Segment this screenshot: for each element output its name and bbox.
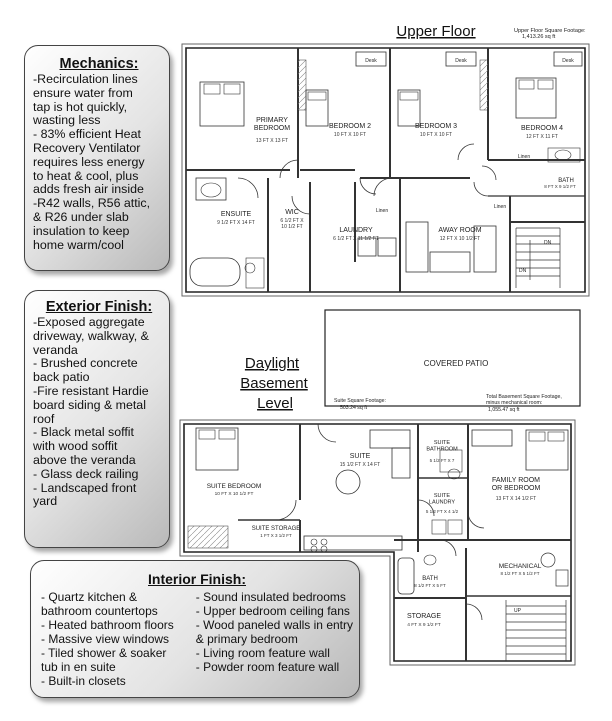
room-bedroom-4-name: BEDROOM 4	[520, 125, 564, 132]
room-bedroom-2-name: BEDROOM 2	[328, 123, 372, 130]
interior-finish-item: - Upper bedroom ceiling fans	[195, 604, 350, 618]
mechanics-item: ensure water from	[33, 85, 133, 100]
covered-patio-label: COVERED PATIO	[423, 359, 489, 368]
interior-finish-item: - Tiled shower & soaker	[41, 646, 167, 660]
total-sqft-label: Total Basement Square Footage,	[486, 394, 562, 400]
room-suite-bathroom-size: 5 1/2 FT X 7	[429, 458, 455, 463]
room-wic-name: WIC	[285, 209, 299, 216]
interior-finish-item: - Sound insulated bedrooms	[195, 590, 346, 604]
interior-finish-item: - Massive view windows	[41, 632, 170, 646]
mechanics-item: insulation to keep	[33, 223, 130, 238]
linen-label-3: Linen	[493, 204, 507, 210]
room-primary-bedroom-name: PRIMARY BEDROOM	[253, 117, 291, 132]
exterior-finish-item: back patio	[33, 370, 90, 385]
interior-finish-item: tub in en suite	[41, 660, 116, 674]
upper-floor-sqft-value: 1,413.26 sq ft	[522, 34, 556, 40]
suite-sqft-label: Suite Square Footage:	[334, 398, 386, 404]
exterior-finish-item: veranda	[33, 342, 78, 357]
exterior-finish-item: driveway, walkway, &	[33, 328, 149, 343]
mechanics-item: - 83% efficient Heat	[33, 127, 141, 142]
total-sqft-note: minus mechanical room:	[486, 400, 543, 406]
mechanics-item: to heat & cool, plus	[33, 168, 139, 183]
room-suite-storage-name: SUITE STORAGE	[251, 526, 301, 532]
mechanics-title: Mechanics:	[59, 56, 139, 72]
mechanics-item: adds fresh air inside	[33, 182, 144, 197]
exterior-finish-title: Exterior Finish:	[45, 299, 153, 315]
room-suite-laundry-size: 5 1/2 FT X 4 1/2	[425, 509, 459, 514]
room-laundry-name: LAUNDRY	[339, 227, 373, 234]
room-bedroom-3-size: 10 FT X 10 FT	[419, 132, 453, 138]
mechanics-item: wasting less	[33, 113, 101, 128]
exterior-finish-item: above the veranda	[33, 452, 136, 467]
room-bedroom-3-name: BEDROOM 3	[414, 123, 458, 130]
mechanics-item: -Recirculation lines	[33, 72, 138, 86]
basement-title-line-1: Daylight	[244, 355, 300, 372]
linen-label-1: Linen	[375, 208, 389, 214]
mechanics-list	[33, 73, 165, 252]
dn-label-2: DN	[519, 268, 527, 274]
interior-finish-title: Interior Finish:	[148, 571, 246, 587]
room-bedroom-2-size: 10 FT X 10 FT	[333, 132, 367, 138]
exterior-finish-item: - Black metal soffit	[33, 425, 134, 440]
suite-sqft-value: 503.24 sq ft	[340, 405, 368, 411]
desk-label-3: Desk	[562, 58, 574, 64]
room-storage-size: 4 FT X 9 1/2 FT	[407, 623, 441, 628]
exterior-finish-panel	[24, 290, 170, 548]
room-family-room-size: 13 FT X 14 1/2 FT	[495, 496, 537, 502]
basement-title-line-3: Level	[257, 395, 293, 412]
mechanics-item: & R26 under slab	[33, 209, 129, 224]
interior-finish-item: - Built-in closets	[41, 674, 126, 688]
room-bedroom-4-size: 12 FT X 11 FT	[526, 134, 558, 140]
interior-finish-item: - Powder room feature wall	[195, 660, 340, 674]
exterior-finish-item: board siding & metal	[33, 397, 146, 412]
interior-finish-list-right	[196, 590, 353, 688]
room-bath-upper-size: 8 FT X 9 1/2 FT	[544, 184, 576, 189]
upper-floor-sqft-label: Upper Floor Square Footage:	[514, 28, 586, 34]
room-suite-name: SUITE	[349, 453, 371, 460]
mechanics-item: requires less energy	[33, 154, 145, 169]
room-suite-size: 15 1/2 FT X 14 FT	[339, 462, 381, 468]
exterior-finish-item: roof	[33, 411, 55, 426]
exterior-finish-item: yard	[33, 494, 58, 509]
basement-title-line-2: Basement	[240, 375, 308, 392]
room-suite-laundry-name: SUITE LAUNDRY	[428, 493, 456, 506]
desk-label-2: Desk	[455, 58, 467, 64]
room-suite-bedroom-size: 10 FT X 10 1/2 FT	[214, 492, 254, 497]
interior-finish-item: - Quartz kitchen &	[41, 590, 138, 604]
interior-finish-item: - Living room feature wall	[195, 646, 330, 660]
desk-label-1: Desk	[365, 58, 377, 64]
room-suite-bathroom-name: SUITE BATHROOM	[426, 440, 458, 453]
total-sqft-value: 1,055.47 sq ft	[488, 407, 520, 413]
interior-finish-panel	[30, 560, 360, 698]
mechanics-item: home warm/cool	[33, 237, 124, 252]
exterior-finish-item: - Brushed concrete	[33, 356, 138, 371]
upper-floor-title: Upper Floor	[396, 23, 476, 40]
room-bath-basement-name: BATH	[422, 576, 438, 582]
dn-label-1: DN	[544, 240, 552, 246]
room-suite-bedroom-name: SUITE BEDROOM	[206, 483, 262, 490]
linen-label-2: Linen	[517, 154, 531, 160]
room-mechanical-size: 8 1/2 FT X 5 1/2 FT	[500, 571, 540, 576]
interior-finish-item: bathroom countertops	[41, 604, 158, 618]
exterior-finish-item: - Landscaped front	[33, 480, 137, 495]
room-wic-size: 6 1/2 FT X 10 1/2 FT	[280, 218, 304, 230]
interior-finish-list-left	[41, 590, 196, 688]
room-bath-basement-size: 8 1/2 FT X 5 FT	[414, 583, 446, 588]
exterior-finish-item: -Fire resistant Hardie	[33, 383, 149, 398]
mechanics-item: Recovery Ventilator	[33, 140, 141, 155]
room-primary-bedroom-size: 13 FT X 13 FT	[255, 138, 289, 144]
room-bath-upper-name: BATH	[558, 178, 574, 184]
mechanics-item: tap is hot quickly,	[33, 99, 128, 114]
room-storage-name: STORAGE	[406, 613, 442, 620]
interior-finish-item: - Heated bathroom floors	[41, 618, 174, 632]
room-away-room-size: 12 FT X 10 1/2 FT	[439, 236, 481, 242]
mechanics-panel	[24, 45, 170, 271]
interior-finish-item: - Wood paneled walls in entry	[195, 618, 353, 632]
room-ensuite-size: 9 1/2 FT X 14 FT	[217, 220, 255, 226]
exterior-finish-item: - Glass deck railing	[33, 466, 139, 481]
room-suite-storage-size: 1 FT X 3 1/2 FT	[260, 533, 292, 538]
interior-finish-item: & primary bedroom	[195, 632, 298, 646]
exterior-finish-item: with wood soffit	[33, 439, 118, 454]
room-away-room-name: AWAY ROOM	[438, 227, 482, 234]
upper-floor-plan	[182, 44, 589, 296]
up-label: UP	[514, 608, 521, 614]
exterior-finish-list	[33, 316, 165, 509]
room-ensuite-name: ENSUITE	[220, 211, 252, 218]
room-laundry-size: 6 1/2 FT X 11 1/2 FT	[333, 236, 379, 242]
room-family-room-name: FAMILY ROOM OR BEDROOM	[491, 477, 541, 492]
mechanics-item: -R42 walls, R56 attic,	[33, 196, 151, 211]
exterior-finish-item: -Exposed aggregate	[33, 315, 145, 329]
room-mechanical-name: MECHANICAL	[498, 563, 542, 570]
